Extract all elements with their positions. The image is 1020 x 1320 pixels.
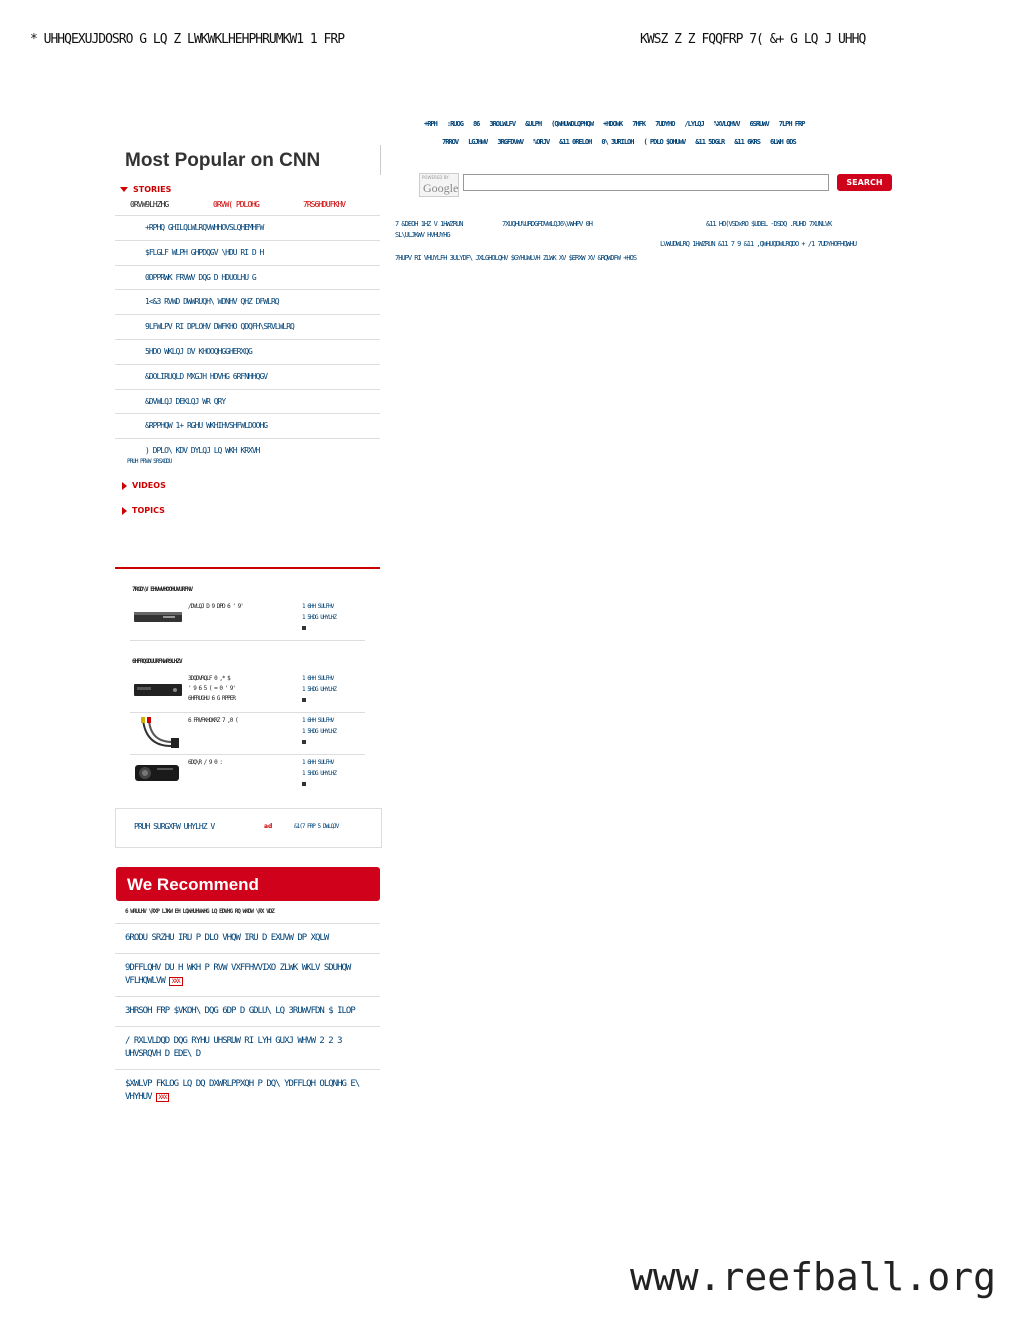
story-item[interactable]: 0DPPRWK FRVWV DQG D HDUOLHU G xyxy=(115,265,380,290)
story-item[interactable]: 9LFWLPV RI DPLOHV DWFKHO QDQFH\SRVLWLRQ xyxy=(115,314,380,339)
product-links xyxy=(302,602,336,630)
cnet-ratings-link[interactable]: &1(7 FRP 5 DWLQJV xyxy=(294,823,339,830)
videos-label: VIDEOS xyxy=(132,481,166,490)
watermark-text: www.reefball.org xyxy=(630,1255,997,1299)
story-item[interactable]: &DOLIRUQLD MXGJH HDVHG 6RFNHHQGV xyxy=(115,364,380,389)
tools-nav xyxy=(442,138,802,146)
story-item[interactable]: 5HDO WKLQJ DV KHOOQHGGHERXQG xyxy=(115,339,380,364)
av-cable-image xyxy=(133,716,183,756)
expand-down-icon xyxy=(120,187,128,192)
nav-link[interactable]: ( PDLO $OHUWV xyxy=(643,138,686,146)
story-item[interactable]: &DVWLQJ DEKLQJ WR QRY xyxy=(115,389,380,414)
bullet-icon xyxy=(302,782,306,786)
more-products-box xyxy=(115,808,382,848)
most-popular-panel xyxy=(115,145,380,515)
product-links xyxy=(302,716,336,744)
nav-link[interactable]: &11 0RELOH xyxy=(559,138,592,146)
recommend-item-text[interactable]: $XWLVP FKLOG LQ DQ DXWRLPPXQH P DQ\ YDFFLQH OLQNHG E\ VHYHUV xyxy=(125,1079,360,1102)
read-review-link[interactable]: 1 5HDG UHYLHZ xyxy=(302,685,336,693)
nav-link[interactable]: (QWHUWDLQPHQW xyxy=(551,120,593,128)
see-prices-link[interactable]: 1 6HH SULFHV xyxy=(302,675,334,682)
nav-link[interactable]: 3ROLWLFV xyxy=(489,120,516,128)
nav-link[interactable]: %XVLQHVV xyxy=(713,120,740,128)
tab-most-emailed[interactable]: 0RVW( PDLOHG xyxy=(213,200,259,209)
story-item[interactable]: 1<&3 RVWD DWWRUQH\ WDNHV QHZ DFWLRQ xyxy=(115,289,380,314)
product-name[interactable]: 6 FRVFKHOKRZ 7 ,0 ( xyxy=(188,717,238,724)
read-review-link[interactable]: 1 5HDG UHYLHZ xyxy=(302,727,336,735)
product-links xyxy=(302,758,336,786)
nav-link[interactable]: 0\ 3URILOH xyxy=(601,138,634,146)
nav-link[interactable]: 86 xyxy=(472,120,480,128)
recommend-item-text[interactable]: 3HRSOH FRP $VKOH\ DQG 6DP D GDLU\ LQ 3RUWVFDN $ ILOP xyxy=(125,1006,355,1016)
nav-link[interactable]: +HDOWK xyxy=(602,120,623,128)
search-input[interactable] xyxy=(463,174,829,191)
bullet-icon xyxy=(302,626,306,630)
tab-top-searches[interactable]: 7RS6HDUFKHV xyxy=(303,200,345,209)
product-row xyxy=(130,714,365,755)
international-links[interactable]: &11 HO(VSDxRO $UDEL -DSDQ .RUHD 7XUNLVK xyxy=(706,220,832,228)
network-line-mid: 7XUQHU%URDGFDVWLQJ6\VWHPV 0H xyxy=(502,220,593,228)
recommend-item[interactable] xyxy=(115,1026,380,1069)
product-name[interactable]: 6DQ\R / 9 0 : xyxy=(188,759,222,766)
nav-link[interactable]: :RUOG xyxy=(446,120,463,128)
product-name[interactable]: /DVLQJ D 9 DPD 6 ' 9' xyxy=(188,603,243,610)
stories-label: STORIES xyxy=(133,185,172,194)
section-divider xyxy=(115,567,380,569)
product-links xyxy=(302,674,336,702)
nav-link[interactable]: 7RROV xyxy=(442,138,459,146)
topics-label: TOPICS xyxy=(132,506,165,515)
story-item[interactable]: &RPPHQW 1+ RGHU WKHIHVSHFWLDOOHG xyxy=(115,413,380,438)
nav-link[interactable]: 3RGFDVWV xyxy=(497,138,524,146)
main-nav xyxy=(424,120,810,128)
recommend-subtitle: 6 WRULHV \RXP LJKW EH LQWHUHVWHG LQ EDVHG RQ WKDW \RX VDZ xyxy=(125,908,274,915)
bestsellers-heading: 7RGD\V EHVWVHOOHUVURFNV xyxy=(132,586,193,593)
network-links[interactable]: LVWUDWLRQ 1HWZRUN &11 7 9 &11 ,QWHUQDWLRQDO + /1 7UDYHOFHQWHU xyxy=(660,240,857,248)
nav-link[interactable]: 7UDYHO xyxy=(655,120,675,128)
nav-link[interactable]: %ORJV xyxy=(533,138,550,146)
recommend-item[interactable] xyxy=(115,953,380,996)
expand-right-icon xyxy=(122,507,127,515)
product-row xyxy=(130,672,365,713)
document-header-url: KWSZ Z Z FQQFRP 7( &+ G LQ J UHHQ xyxy=(640,32,866,47)
second-products-heading: 6HFRQGDUURFNWR9LHZV xyxy=(132,658,182,665)
story-item[interactable]: +RPHQ GHILQLWLRQVWHHOVSLQHEMHFW xyxy=(115,215,380,240)
story-item[interactable]: ) DPLO\ KDV DYLQJ LQ WKH KRXVH xyxy=(115,438,380,463)
tab-most-viewed[interactable]: 0RVW9LHZHG xyxy=(130,200,169,209)
product-name[interactable]: 3DQDVRQLF 0 ,* $ ' 9 6 5 ( = 0 ' 9' 6HFRUGHU 6 G RPPER xyxy=(188,675,236,702)
google-label: Google xyxy=(423,181,459,195)
recommend-item[interactable] xyxy=(115,1069,380,1112)
stories-tabs xyxy=(115,200,380,214)
google-logo xyxy=(419,173,459,197)
recommend-item[interactable] xyxy=(115,996,380,1026)
expand-right-icon xyxy=(122,482,127,490)
story-list xyxy=(115,215,380,463)
bullet-icon xyxy=(302,740,306,744)
topics-section[interactable] xyxy=(122,506,165,515)
see-prices-link[interactable]: 1 6HH SULFHV xyxy=(302,603,334,610)
nav-link[interactable]: &11 6KRS xyxy=(734,138,760,146)
dvd-player-image xyxy=(133,608,183,630)
nav-link[interactable]: 6LWH 0DS xyxy=(769,138,796,146)
dvd-recorder-image xyxy=(133,680,183,704)
product-row xyxy=(130,756,365,796)
nav-link[interactable]: 6SRUWV xyxy=(749,120,769,128)
see-prices-link[interactable]: 1 6HH SULFHV xyxy=(302,717,334,724)
nav-link[interactable]: 7LPH FRP xyxy=(778,120,805,128)
powered-by-label: POWERED BY xyxy=(422,175,449,180)
read-review-link[interactable]: 1 5HDG UHYLHZ xyxy=(302,769,336,777)
more-product-reviews-link[interactable]: PRUH SURGXFW UHYLHZ V xyxy=(134,822,215,831)
document-header-left: * UHHQEXUJDOSRO G LQ Z LWKWKLHEHPHRUMKW1 1 FRP xyxy=(30,32,345,47)
video-badge: XXX xyxy=(156,1093,170,1102)
videos-section[interactable] xyxy=(122,481,166,490)
most-popular-title: Most Popular on CNN xyxy=(125,150,321,171)
nav-link[interactable]: &ULPH xyxy=(525,120,542,128)
nav-link[interactable]: +RPH xyxy=(424,120,437,128)
more-most-popular-link[interactable]: PRUH PRVW SRSXODU xyxy=(127,458,172,465)
footer-links[interactable]: 7HUPV RI VHUYLFH 3ULYDF\ JXLGHOLQHV $GYHUWLVH ZLWK XV $ERXW XV &RQWDFW +HOS xyxy=(395,254,637,262)
recommend-list xyxy=(115,923,380,1112)
nav-link[interactable]: 7HFK xyxy=(632,120,646,128)
bullet-icon xyxy=(302,698,306,702)
ad-badge: ad xyxy=(264,823,273,830)
stories-section[interactable] xyxy=(120,185,171,194)
product-row xyxy=(130,600,365,641)
story-item[interactable]: $FLGLF WLPH GHPDQGV \HDU RI D H xyxy=(115,240,380,265)
nav-link[interactable]: LGJHWV xyxy=(468,138,488,146)
recommend-item-text[interactable]: / RXLVLDQD DQG RYHU UHSRUW RI LYH GUXJ WHVW 2 2 3 UHVSRQVH D EDE\ D xyxy=(125,1036,342,1059)
recommend-item-text[interactable]: 6RODU SRZHU IRU P DLO VHQW IRU D EXUVW DP XQLW xyxy=(125,933,329,943)
search-button[interactable]: SEARCH xyxy=(837,174,892,191)
we-recommend-title: We Recommend xyxy=(127,875,259,894)
nav-link[interactable]: &11 5DGLR xyxy=(695,138,725,146)
nav-link[interactable]: /LYLQJ xyxy=(684,120,704,128)
copyright-line: SL\ULJKWV HVHUYHG xyxy=(395,231,450,239)
read-review-link[interactable]: 1 5HDG UHYLHZ xyxy=(302,613,336,621)
projector-image xyxy=(133,760,183,790)
we-recommend-header xyxy=(116,867,380,901)
video-badge: XXX xyxy=(169,977,183,986)
see-prices-link[interactable]: 1 6HH SULFHV xyxy=(302,759,334,766)
recommend-item-text[interactable]: 9DFFLQHV DU H WKH P RVW VXFFHVVIXO ZLWK WKLV SDUHQW VFLHQWLVW xyxy=(125,963,351,986)
network-line: 7 &DEOH 1HZ V 1HWZRUN xyxy=(395,220,463,228)
recommend-item[interactable] xyxy=(115,923,380,953)
